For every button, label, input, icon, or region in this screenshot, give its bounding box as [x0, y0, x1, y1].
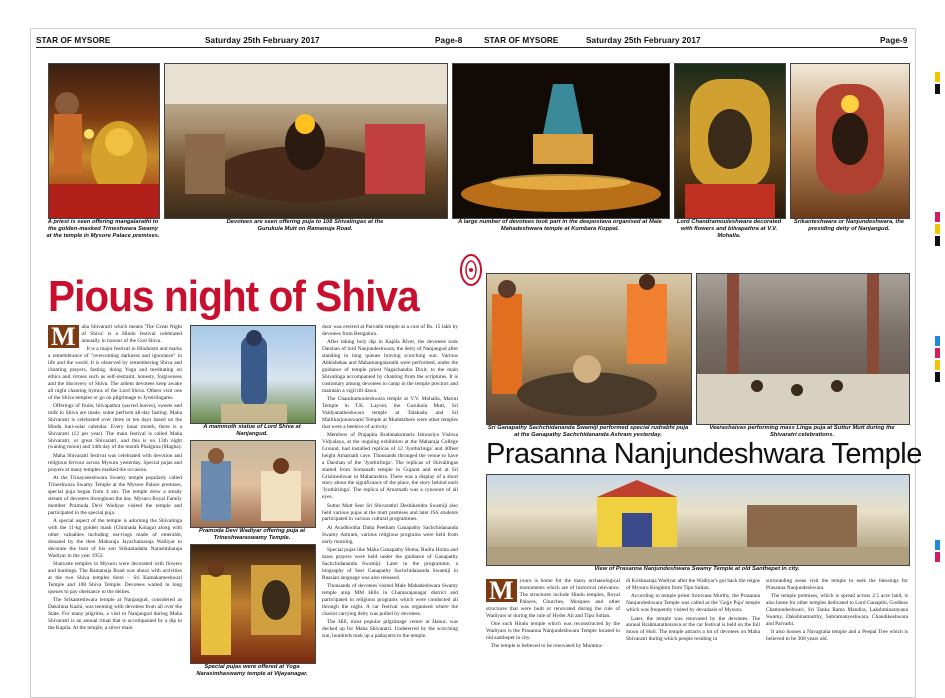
caption-deepotsava: A large number of devotees took part in the deepostava organised at Male Mahadeshwara temple at Kumbara Koppal.	[458, 219, 662, 232]
color-bar-black-1	[935, 84, 940, 94]
photo-srikanteshwara	[790, 63, 910, 219]
priest-image	[49, 64, 159, 218]
caption-temple-view: View of Prasanna Nanjundeshwara Swamy Temple at old Santhepet in city.	[594, 566, 800, 572]
color-bar-magenta-1	[935, 212, 940, 222]
color-bar-black-2	[935, 236, 940, 246]
photo-priest-mangalarathi	[48, 63, 160, 219]
right-masthead: STAR OF MYSORE	[484, 36, 559, 45]
color-bar-yellow-1	[935, 72, 940, 82]
photo-shiva-statue	[190, 325, 316, 424]
color-bar-black-3	[935, 372, 940, 382]
article2-col2: di Krishnaraja Wadiyar after the Wadiyar's got back the reigns of Mysuru Kingdom from Tipu Sultan. According to temple priest Srinivasa Murthy, the Prasanna Nanjundeshwara Temple was called as the 'Gejje Puja' temple which was frequently visited by devadasis of Mysuru. Later, the temple was renovated by the devotees. The annual Brahmarathotsava or the car festival is held on the full moon of Holi. The temple attracts a lot of devotees on Maha Shivaratri during which people residing in	[626, 578, 760, 643]
main-headline: Pious night of Shiva	[48, 272, 419, 321]
article2-col3: surrounding areas visit the temple to seek the blessings for Prasanna Nanjundeshwara. The temple premises, which is spread across 2.5 acre land, is also home for other temples dedicated to Lord Ganapthi, Goddess Chamundeshwari, Sri Tanka Rama Mandira, Lakshminarayana Swamy, Dakshinamurthy, Subramanyeshwara, Chandikeshwara and Parvathi. It also houses a Navagraha temple and a Peepal Tree which is believed to be 300 years old.	[766, 578, 908, 643]
color-bar-magenta-2	[935, 348, 940, 358]
photo-pramoda-devi	[190, 440, 316, 528]
shivalinga-image	[165, 64, 447, 218]
shiva-statue-image	[191, 326, 315, 423]
photo-deepotsava	[452, 63, 670, 219]
photo-yoga-narasimha	[190, 544, 316, 664]
article2-dropcap: M	[486, 579, 517, 602]
header-rule	[36, 47, 908, 48]
photo-ganapathy-swamiji	[486, 273, 692, 425]
om-emblem-icon	[458, 252, 484, 288]
left-page-number: Page-8	[435, 36, 463, 45]
color-bar-yellow-3	[935, 360, 940, 370]
caption-shiva-statue: A mammoth statue of Lord Shiva at Nanjangud.	[203, 424, 301, 437]
photo-108-shivalingas	[164, 63, 448, 219]
photo-prasanna-nanjundeshwara-temple	[486, 474, 910, 566]
caption-yoga-narasimha: Special pujas were offered at Yoga Narasimhaswamy temple at Vijayanagar.	[196, 664, 308, 677]
temple-image	[487, 475, 909, 565]
article1-col1: M aha Shivaratri which means 'The Great Night of Shiva' is a Hindu festival celebrated annually in honour of the God Shiva. It is a major festival in Hinduism and marks a remembrance of "overcoming darkness and ignorance" in life and the world. It is observed by remembering Shiva and chanting prayers, fasting, doing Yoga and meditating on ethics and virtues such as self-restraint, honesty, forgiveness and the discovery of Shiva. The ardent devotees keep awake all night chanting hymns of the Lord Shiva. Others visit one of the Shiva temples or go on pilgrimage to Jyotirlingams. Offerings of fruits, bilvapathra (sacred leaves), sweets and milk to Shiva are made, some perform all-day fasting. Maha Shivaratri is celebrated over three or ten days based on the Hindu luni-solar calendar. Every lunar month, there is a Shivaratri (12 per year). The main festival is called Maha Shivaratri, or great Shivaratri, and this is on 13th night (waning moon) and 14th day of the month Phalguna (Magha). Maha Shivaratri festival was celebrated with devotion and religious fervour across Mysuru yesterday. Special pujas and prayers at many temples marked the occasion. At the Trinayaneshwara Swamy temple popularly called Trineshwara Swamy Temple at the Mysore Palace premises, special puja began from 4 am. The temple drew a steady stream of devotees throughout the day. Mysuru Royal Family member Pramoda Devi Wadiyar visited the temple and participated in the special puja. A special aspect of the temple is adorning the Shivalinga with the 11-kg golden mask (Chinnada Kolaga) along with other valuables including ear-rings made of emeralds, donated by the then Maharaja Jayachamaraja Wadiyar to decorate the bust of his son Srikantadatta Narasimharaja Wadiyar in the year 1953. Shaivaite temples in Mysuru were decorated with flowers and buntings. The Ramanuja Road was abuzz with activities at the two Shiva temples there – Sri Kamakameshwari Temple and 108 Shiva Temple. Devotees waited in long queues to pay obeisance to the deities. The Srikanteshwara temple at Nanjangud, considered as Dakshina Kashi, was teeming with devotees from all over the State. For many pilgrims, a visit to Nanjangud during Maha Shivaratri is an annual ritual that is accompanied by a dip in the Kapila. At the temple, a silver main	[48, 324, 182, 631]
left-masthead: STAR OF MYSORE	[36, 36, 111, 45]
caption-chandramouleshwara: Lord Chandramouleshwara decorated with flowers and bilvapathra at V.V. Mohalla.	[676, 219, 782, 239]
photo-chandramouleshwara	[674, 63, 786, 219]
second-headline: Prasanna Nanjundeshwara Temple	[486, 438, 922, 470]
article1-col2: door was erected at Parvathi temple at a cost of Rs. 15 lakh by devotees from Bengaluru. After taking holy dip in Kapila River, the devotees took Darshan of lord Nanjundeshwara, the deity of Nanjangud after standing in long queues braving scorching sun. Various Abhishekas and Mahamangalarathi were performed, under the guidance of temple priest Nagachandra Dixit, to the main Shivalinga accompanied by chanting from the scriptures. It is customary among devotees to camp in the temple precinct and maintain a vigil till dawn. The Chandramouleshwara temple at V.V. Mohalla, Maruti Temple in T.K. Layout, the Gurukula Mutt, Sri Vaidyanatheshwara temple at Talakadu and Sri Mallikarjunaswami Temple at Mudukthore were other temples that were a beehive of activity. Members of Prajapita Brahmakumaris Ishwariya Vishwa Vidyalaya, at the ongoing exhibition at the Maharaja College Ground, had installed replicas of 12 'Jyothirlinga' and 40feet height Amarnath cave. Thousands thronged the venue to have a Darshan of the 'Jyothirlinga'. The replicas of Shivalingas started from Somanath temple in Gujarat and end at Sri Grishneshwar in Maharashtra. There was a display of a short story about the significance of the place, the story behind each 'Jyothirlinga'. The replica of Amarnath was a cynosure of all eyes. Suttur Mutt Seer Sri Shivarathri Deshikendra Swamiji also held various pujas at the mutt premises and later JSS students participated in various cultural programmes. At Avadhootha Datta Peetham Ganapathy Sachchidananda Swamy Ashram, various religious programs were held from early morning. Special pujas like Maha Ganapathy Homa, Rudra Homa and mass prayers were held under the guidance of Ganapathy Sachchidananda Swamiji. Later in the programme, a biography of Seer Ganapathy Sachchidananda Swamiji in Russian language was also released. Thousands of devotees visited Male Mahadeshwara Swamy temple atop MM Hills in Chamarajanagar district and participated in religious programs which were conducted all through the night. A car festival was organised where the chariot carrying deity was pulled by devotees. The Hill, most popular pilgrimage centre at Hanur, was decked up for Maha Shivaratri. Undeterred by the scorching sun, hundreds took up a padayatra to the temple.	[322, 324, 458, 639]
left-date: Saturday 25th February 2017	[205, 36, 320, 45]
color-bar-yellow-2	[935, 224, 940, 234]
caption-pramoda-devi: Pramoda Devi Wadiyar offering puja at Trineshwaraswamy Temple.	[198, 528, 306, 541]
photo-suttur-mutt-linga-puja	[696, 273, 910, 425]
caption-srikanteshwara: Srikanteshwara or Nanjundeshwara, the presiding deity of Nanjangud.	[793, 219, 905, 232]
chandramouleshwara-image	[675, 64, 785, 218]
right-date: Saturday 25th February 2017	[586, 36, 701, 45]
article2-col1: M ysuru is home for the many archaeological monuments which are of historical relevance. The structures include Hindu temples, Royal Palaces, Churches, Mosques and other structures that were built or renovated during the rule of Wadiyars or during the rule of Hyder Ali and Tipu Sultan. One such Hindu temple which was reconstructed by the Wadiyars is the Prasanna Nanjundeshwara Temple located in old santhepet in city. The temple is believed to be renovated by Mummu-	[486, 578, 620, 650]
yoga-narasimha-image	[191, 545, 315, 663]
srikanteshwara-image	[791, 64, 909, 218]
pramoda-devi-image	[191, 441, 315, 527]
color-bar-magenta-3	[935, 552, 940, 562]
color-bar-cyan-1	[935, 336, 940, 346]
right-page-number: Page-9	[880, 36, 908, 45]
article1-dropcap: M	[48, 325, 79, 348]
ganapathy-swamiji-image	[487, 274, 691, 424]
caption-priest: A priest is seen offering mangalarathi to the golden-masked Trineshwara Swamy at the temple in Mysore Palace premises.	[46, 219, 160, 239]
linga-puja-image	[697, 274, 909, 424]
color-bar-cyan-2	[935, 540, 940, 550]
caption-ganapathy-swamiji: Sri Ganapathy Sachchidananda Swamiji performed special rudrabhi puja at the Ganapathy Sachchidananda Ashram yesterday.	[487, 425, 689, 438]
caption-shivalingas: Devotees are seen offering puja to 108 Shivalingas at the Gurukula Mutt on Ramanuja Road.	[226, 219, 384, 232]
deepotsava-image	[453, 64, 669, 218]
caption-linga-puja: Veerashaivas performing mass Linga puja at Suttur Mutt during the Shivaratri celebrations.	[709, 425, 895, 438]
